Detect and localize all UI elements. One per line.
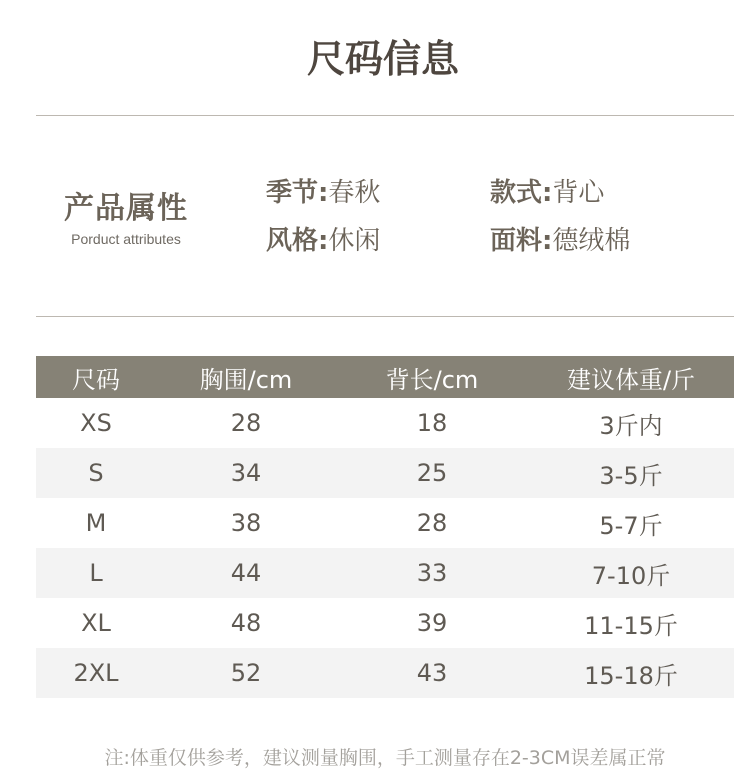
cell-chest: 38 (230, 509, 262, 537)
attributes-heading-en: Porduct attributes (71, 231, 181, 247)
cell-weight: 15-18斤 (528, 648, 734, 698)
attribute-fashion (266, 220, 380, 257)
measurement-note: 注:体重仅供参考，建议测量胸围，手工测量存在2-3CM误差属正常 (104, 747, 666, 769)
attribute-style (490, 172, 604, 209)
attribute-label: 款式: (490, 178, 553, 208)
cell-size: XL (81, 609, 111, 637)
cell-back-length: 18 (416, 409, 448, 437)
cell-chest: 44 (156, 548, 336, 598)
table-row (36, 398, 734, 448)
attribute-label: 风格: (266, 226, 329, 256)
table-row (36, 548, 734, 598)
attributes-heading-cn: 产品属性 (64, 191, 188, 226)
table-row (36, 448, 734, 498)
cell-weight: 7-10斤 (528, 548, 734, 598)
table-header-row (36, 356, 734, 398)
size-table (36, 356, 734, 698)
cell-chest: 48 (230, 609, 262, 637)
cell-weight: 3斤内 (599, 411, 663, 440)
cell-chest: 52 (156, 648, 336, 698)
attribute-season (266, 172, 380, 209)
column-header-chest: 胸围/cm (156, 356, 336, 398)
table-row (36, 498, 734, 548)
cell-size: S (36, 448, 156, 498)
attributes-heading (36, 183, 216, 247)
cell-size: 2XL (36, 648, 156, 698)
attribute-fabric (490, 220, 630, 257)
table-row (36, 648, 734, 698)
attribute-value: 背心 (552, 178, 605, 208)
page-title: 尺码信息 (306, 37, 459, 81)
cell-weight: 3-5斤 (528, 448, 734, 498)
attribute-value: 休闲 (328, 226, 381, 256)
cell-back-length: 25 (336, 448, 528, 498)
column-header-weight: 建议体重/斤 (528, 356, 734, 398)
column-header-back-length: 背长/cm (336, 356, 528, 398)
cell-weight: 5-7斤 (599, 511, 663, 540)
cell-back-length: 43 (336, 648, 528, 698)
cell-chest: 28 (230, 409, 262, 437)
table-row (36, 598, 734, 648)
divider-top (36, 115, 734, 116)
cell-size: M (85, 509, 107, 537)
attribute-value: 德绒棉 (552, 226, 631, 256)
column-header-size: 尺码 (36, 356, 156, 398)
cell-weight: 11-15斤 (584, 611, 678, 640)
attribute-label: 面料: (490, 226, 553, 256)
cell-back-length: 39 (416, 609, 448, 637)
cell-back-length: 28 (416, 509, 448, 537)
cell-size: XS (80, 409, 112, 437)
attribute-value: 春秋 (328, 178, 381, 208)
cell-back-length: 33 (336, 548, 528, 598)
cell-size: L (36, 548, 156, 598)
divider-middle (36, 316, 734, 317)
attribute-label: 季节: (266, 178, 329, 208)
cell-chest: 34 (156, 448, 336, 498)
